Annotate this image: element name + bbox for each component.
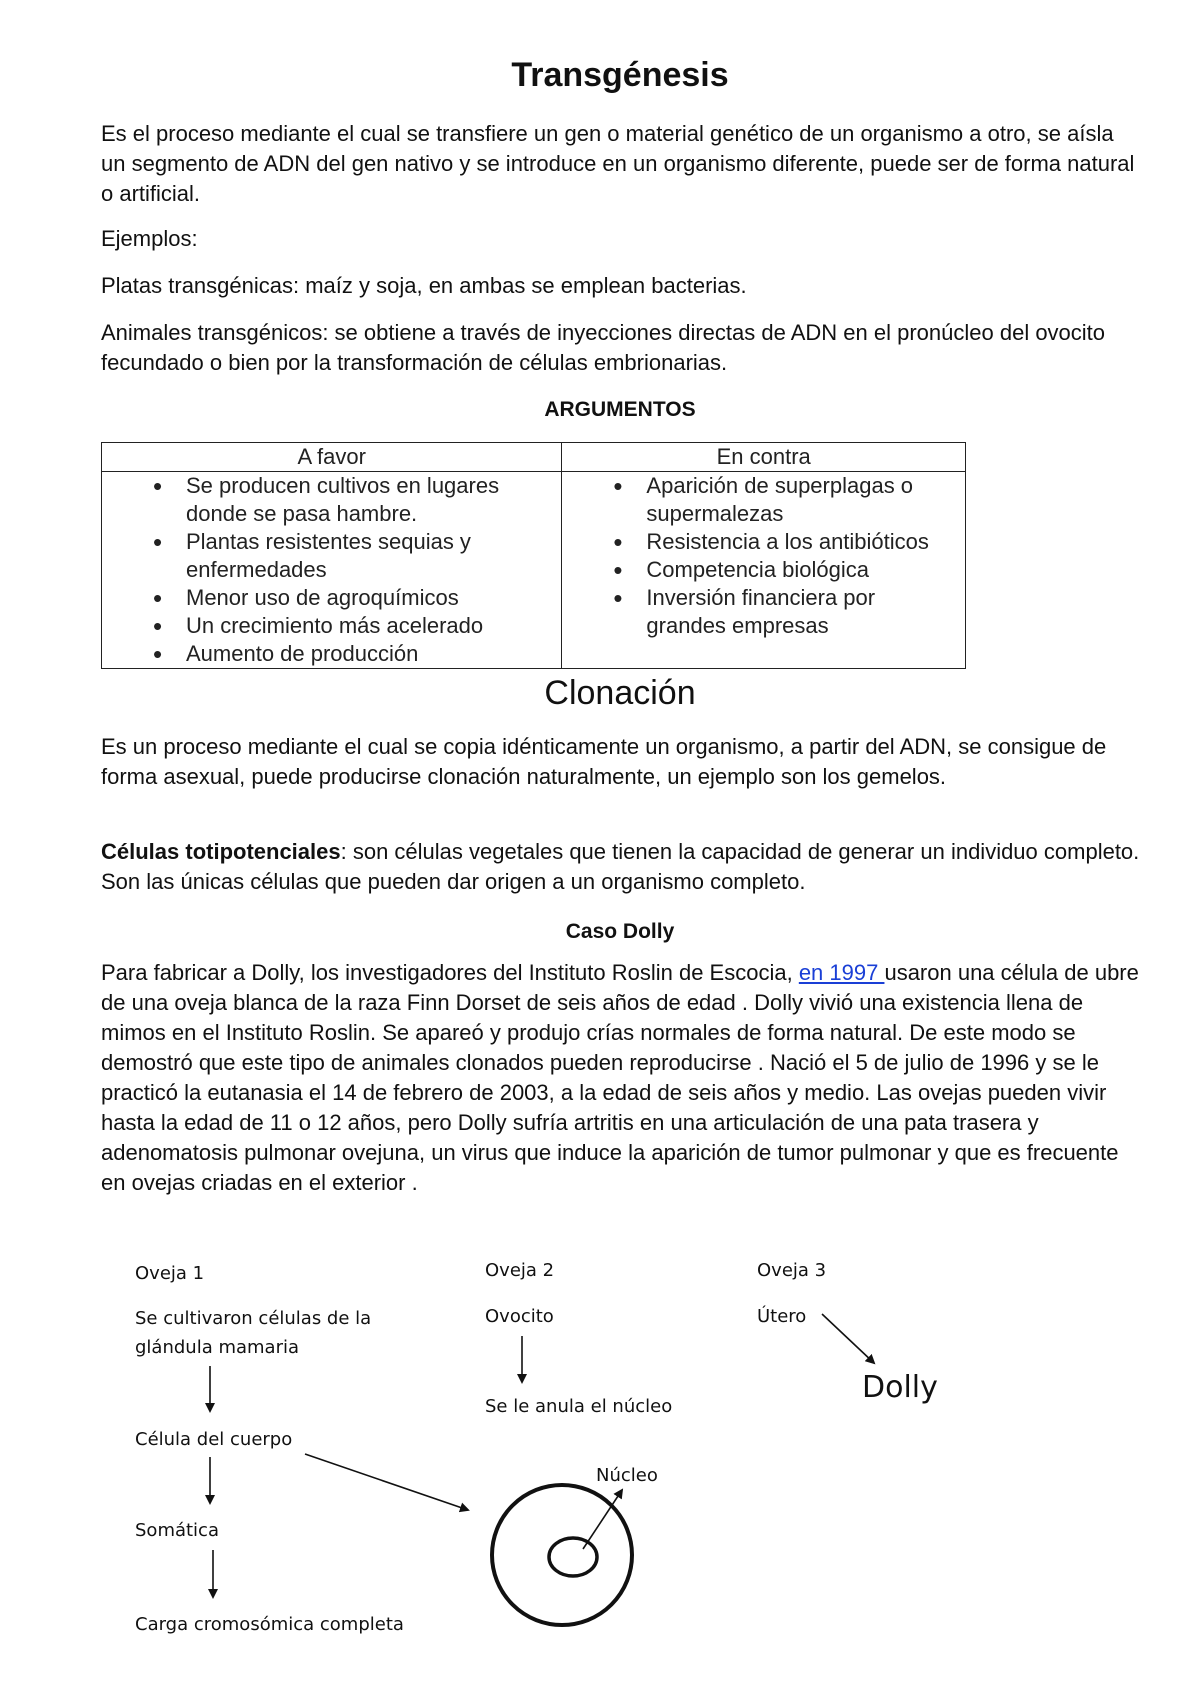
- oveja2-step1: Ovocito: [485, 1306, 554, 1327]
- oveja3-step1: Útero: [757, 1306, 807, 1327]
- oveja1-step4: Carga cromosómica completa: [135, 1614, 404, 1635]
- oveja1-step1: Se cultivaron células de la glándula mamaria: [135, 1308, 372, 1358]
- arrow-right-icon: [305, 1454, 468, 1510]
- arguments-title: ARGUMENTOS: [544, 398, 696, 421]
- oveja1-label: Oveja 1: [135, 1263, 205, 1284]
- list-item: • Competencia biológica: [646, 556, 965, 584]
- totipotent-term: Células totipotenciales: [101, 839, 341, 864]
- dolly-text-end: usaron una célula de ubre de una oveja blanca de la raza Finn Dorset de seis años de edad . Dolly vivió una existencia llena de mimos en el Instituto Roslin. Se apareó y produjo crías normales de forma natural. De este modo se demostró que este tipo de animales clonados pueden reproducirse . Nació el 5 de julio de 1996 y se le practicó la eutanasia el 14 de febrero de 2003, a la edad de seis años y medio. Las ovejas pueden vivir hasta la edad de 11 o 12 años, pero Dolly sufría artritis en una articulación de una pata trasera y adenomatosis pulmonar ovejuna, un virus que induce la aparición de tumor pulmonar y que es frecuente en ovejas criadas en el exterior .: [101, 960, 1139, 1195]
- list-item: • Se producen cultivos en lugares donde se pasa hambre.: [186, 472, 561, 528]
- list-item: • Aumento de producción: [186, 640, 561, 668]
- oveja3-label: Oveja 3: [757, 1260, 827, 1281]
- animals-example: Animales transgénicos: se obtiene a través de inyecciones directas de ADN en el pronúcleo del ovocito fecundado o bien por la transformación de células embrionarias.: [101, 320, 1106, 375]
- list-item: • Resistencia a los antibióticos: [646, 528, 965, 556]
- totipotent-text: : son células vegetales que tienen la capacidad de generar un individuo completo. Son las únicas células que pueden dar origen a un organismo completo.: [101, 839, 1140, 894]
- oveja1-step2: Célula del cuerpo: [135, 1429, 293, 1450]
- favor-header: A favor: [102, 443, 562, 472]
- year-link[interactable]: en 1997: [798, 960, 885, 985]
- dolly-result: Dolly: [862, 1370, 938, 1405]
- list-item: • Inversión financiera por grandes empresas: [646, 584, 965, 640]
- clonacion-title: Clonación: [544, 674, 696, 712]
- oveja2-label: Oveja 2: [485, 1260, 555, 1281]
- transgenesis-title: Transgénesis: [511, 56, 729, 94]
- oveja2-step2: Se le anula el núcleo: [485, 1396, 673, 1417]
- contra-header: En contra: [562, 443, 966, 472]
- dolly-text-start: Para fabricar a Dolly, los investigadores del Instituto Roslin de Escocia,: [101, 960, 799, 985]
- transgenesis-intro: Es el proceso mediante el cual se transfiere un gen o material genético de un organismo a otro, se aísla un segmento de ADN del gen nativo y se introduce en un organismo diferente, puede ser de forma natural o artificial.: [101, 121, 1135, 206]
- oveja1-step3: Somática: [135, 1520, 219, 1541]
- arrow-diagonal-icon: [822, 1314, 874, 1363]
- list-item: • Un crecimiento más acelerado: [186, 612, 561, 640]
- list-item: • Aparición de superplagas o supermalezas: [646, 472, 965, 528]
- list-item: • Plantas resistentes sequias y enfermedades: [186, 528, 561, 584]
- list-item: • Menor uso de agroquímicos: [186, 584, 561, 612]
- dolly-title: Caso Dolly: [565, 920, 675, 943]
- nucleus-icon: [549, 1538, 597, 1576]
- nucleus-label: Núcleo: [596, 1465, 658, 1486]
- clonacion-intro: Es un proceso mediante el cual se copia idénticamente un organismo, a partir del ADN, se consigue de forma asexual, puede producirse clonación naturalmente, un ejemplo son los gemelos.: [101, 734, 1107, 789]
- plants-example: Platas transgénicas: maíz y soja, en ambas se emplean bacterias.: [101, 273, 747, 298]
- examples-label: Ejemplos:: [101, 226, 198, 251]
